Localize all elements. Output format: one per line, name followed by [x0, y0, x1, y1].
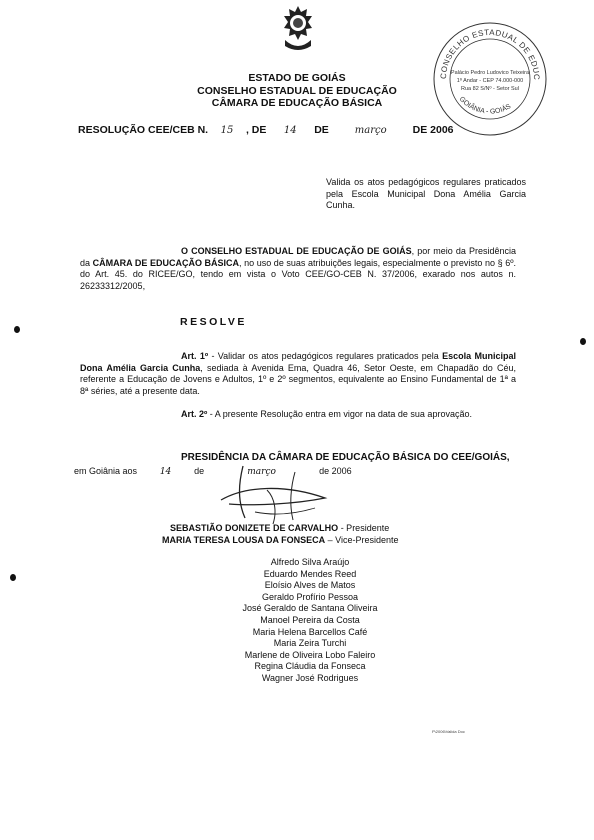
member-name: Alfredo Silva Araújo [270, 557, 350, 567]
member-name: Regina Cláudia da Fonseca [254, 661, 366, 672]
council-name: O CONSELHO ESTADUAL DE EDUCAÇÃO DE GOIÁS [181, 246, 412, 256]
member-name: Marlene de Oliveira Lobo Faleiro [244, 649, 376, 660]
stamp-inner-line3: Rua 82 S/Nº - Setor Sul [461, 86, 519, 92]
article-2 [181, 409, 472, 419]
file-reference: P\2006\Valida Doc [432, 729, 465, 734]
president-name: SEBASTIÃO DONIZETE DE CARVALHO [170, 523, 339, 533]
place-prefix: em Goiânia aos [74, 466, 138, 476]
member-name: Maria Helena Barcellos Café [252, 626, 368, 637]
council-members-list [150, 557, 470, 685]
header-chamber: CÂMARA DE EDUCAÇÃO BÁSICA [211, 97, 383, 109]
stamp-inner-line2: 1º Andar - CEP 74.000-000 [456, 78, 524, 84]
article-2-label: Art. 2º [181, 409, 208, 419]
scan-mark [14, 326, 20, 333]
member-name: Geraldo Profírio Pessoa [261, 591, 359, 602]
article-1 [80, 351, 516, 397]
scan-mark [580, 338, 586, 345]
chamber-name: CÂMARA DE EDUCAÇÃO BÁSICA [92, 257, 240, 268]
resolution-month: março [354, 125, 387, 136]
vice-president-role: – Vice-Presidente [325, 535, 399, 545]
resolution-day: 14 [283, 125, 297, 136]
member-name: Maria Zeira Turchi [273, 638, 347, 649]
member-name: Wagner José Rodrigues [261, 672, 359, 683]
article-1-text-2: , sediada à Avenida Ema, Quadra 46, Setor Oeste, em Chapadão do Céu, referente a Educação de Jovens e Adultos, 1º e 2º segmentos, equivalente ao Ensino Fundamental de 1ª a 8ª séries, até a presente data. [80, 362, 517, 396]
article-1-label: Art. 1º [181, 351, 209, 361]
preamble-paragraph [80, 246, 516, 292]
preamble-text-2: , no uso de suas atribuições legais, especialmente o previsto no § 6º. do Art. 45. do RICEE/GO, tendo em vista o Voto CEE/GO-CEB N. 37/2006, exarado nos autos n. 26233312/2005, [80, 257, 517, 291]
vice-president-line [162, 535, 399, 545]
resolution-year: DE 2006 [412, 124, 454, 136]
resolution-label: RESOLUÇÃO CEE/CEB N. [78, 124, 209, 136]
member-name: Eloísio Alves de Matos [264, 580, 356, 591]
vice-president-name: MARIA TERESA LOUSA DA FONSECA [162, 535, 326, 545]
member-name: Manoel Pereira da Costa [260, 614, 360, 625]
scan-mark [10, 574, 16, 581]
president-line [170, 523, 389, 533]
presidency-line: PRESIDÊNCIA DA CÂMARA DE EDUCAÇÃO BÁSICA DO CEE/GOIÁS, [181, 452, 510, 463]
letterhead [0, 72, 594, 110]
resolution-sep-de: , DE [245, 124, 267, 136]
coat-of-arms-icon [279, 4, 317, 59]
place-de: de [194, 466, 205, 476]
member-name: José Geraldo de Santana Oliveira [242, 603, 378, 614]
header-council: CONSELHO ESTADUAL DE EDUCAÇÃO [197, 84, 397, 97]
article-2-text: - A presente Resolução entra em vigor na data de sua aprovação. [207, 409, 472, 419]
preamble-text: , por meio da Presidência da [80, 246, 516, 268]
place-day: 14 [159, 467, 172, 477]
stamp-inner-line1: Palácio Pedro Ludovico Teixeira [450, 70, 530, 76]
stamp-ring-text: CONSELHO ESTADUAL DE EDUC [438, 27, 542, 81]
school-name: Escola Municipal Dona Amélia Garcia Cunha [80, 351, 516, 373]
place-year: de 2006 [319, 466, 352, 476]
header-state: ESTADO DE GOIÁS [248, 72, 346, 84]
resolve-heading: RESOLVE [180, 316, 247, 328]
resolution-summary: Valida os atos pedagógicos regulares praticados pela Escola Municipal Dona Amélia Garcia Cunha. [326, 177, 526, 210]
resolution-number: 15 [220, 125, 234, 136]
stamp-bottom-text: GOIÂNIA - GOIÁS [457, 95, 513, 116]
place-month: março [247, 467, 276, 477]
president-role: - Presidente [338, 523, 390, 533]
resolution-sep-de2: DE [314, 124, 329, 136]
resolution-title [78, 124, 454, 136]
article-1-text: - Validar os atos pedagógicos regulares praticados pela [208, 351, 443, 361]
member-name: Eduardo Mendes Reed [263, 568, 357, 579]
